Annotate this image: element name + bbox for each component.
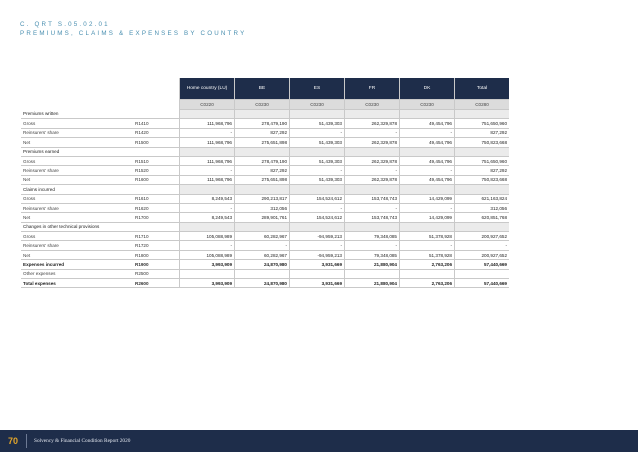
table-cell [180,269,235,278]
table-cell: 751,650,960 [455,156,510,165]
table-cell: 289,901,761 [235,213,290,222]
table-cell [455,147,510,156]
table-cell: 14,429,099 [400,194,455,203]
row-code: R1720 [133,241,180,250]
section-row [21,110,509,119]
table-row [21,232,509,241]
table-cell: 827,292 [235,128,290,137]
table-cell: 14,429,099 [400,213,455,222]
table-cell: 60,282,967 [235,250,290,259]
row-label: Net [21,213,133,222]
row-label: Premiums earned [21,147,133,156]
row-label: Reinsurers' share [21,128,133,137]
table-cell: 827,292 [455,166,510,175]
table-cell [180,110,235,119]
table-row [21,156,509,165]
table-row [21,119,509,128]
table-cell [345,185,400,194]
table-cell: -94,959,213 [290,232,345,241]
section-header [20,20,246,38]
table-cell: 111,968,796 [180,138,235,147]
table-cell: 49,454,796 [400,156,455,165]
table-cell: 105,088,989 [180,232,235,241]
row-code [133,185,180,194]
table-cell: 51,439,303 [290,175,345,184]
table-cell: 278,479,190 [235,156,290,165]
row-code: R1500 [133,138,180,147]
table-cell: 262,329,878 [345,138,400,147]
table-cell: 51,378,928 [400,232,455,241]
table-cell: 24,870,980 [235,279,290,288]
row-code: R2500 [133,269,180,278]
column-header: Total [455,78,510,100]
table-cell: - [180,241,235,250]
table-cell: 153,748,743 [345,194,400,203]
table-cell: - [180,203,235,212]
column-code: C0230 [400,100,455,110]
table-cell: - [345,203,400,212]
table-cell: 51,439,303 [290,156,345,165]
column-code: C0220 [180,100,235,110]
table-cell: 827,292 [455,128,510,137]
table-cell: 275,651,898 [235,138,290,147]
row-code [133,222,180,231]
table-cell [345,110,400,119]
table-cell: 3,931,669 [290,260,345,269]
table-cell [455,110,510,119]
table-cell: 620,851,768 [455,213,510,222]
row-code: R1600 [133,175,180,184]
table-cell [400,185,455,194]
row-code: R1900 [133,260,180,269]
row-label: Total expenses [21,279,133,288]
table-cell: 51,378,928 [400,250,455,259]
table-cell [455,222,510,231]
table-cell: - [345,241,400,250]
table-cell: 111,968,796 [180,156,235,165]
row-code: R1520 [133,166,180,175]
table-cell [235,222,290,231]
table-header-row [21,78,509,100]
table-cell: 262,329,878 [345,119,400,128]
table-cell: 2,763,206 [400,279,455,288]
table-cell [400,269,455,278]
table-cell: 51,439,303 [290,138,345,147]
column-code: C0230 [345,100,400,110]
table-cell [290,147,345,156]
table-cell: 79,348,085 [345,232,400,241]
table-cell: 275,651,898 [235,175,290,184]
table-cell: 57,440,669 [455,279,510,288]
table-cell: - [400,241,455,250]
table-cell: 3,993,909 [180,279,235,288]
table-cell: - [345,128,400,137]
table-cell [455,185,510,194]
row-label: Other expenses [21,269,133,278]
table-cell: 153,748,743 [345,213,400,222]
table-row [21,175,509,184]
table-cell [345,147,400,156]
table-cell: - [290,241,345,250]
table-cell: - [235,241,290,250]
footer-divider [26,434,27,448]
section-row [21,147,509,156]
table-cell: 154,524,612 [290,213,345,222]
section-code: C. QRT S.05.02.01 [20,21,110,28]
column-header: ES [290,78,345,100]
table-cell: 111,968,796 [180,175,235,184]
row-label: Net [21,175,133,184]
table-cell: 262,329,878 [345,156,400,165]
table-cell: 2,763,206 [400,260,455,269]
table-cell: -94,959,213 [290,250,345,259]
table-cell: 111,968,796 [180,119,235,128]
table-cell [290,269,345,278]
row-label: Net [21,250,133,259]
table-cell: - [290,166,345,175]
table-cell [235,185,290,194]
table-cell: 79,348,085 [345,250,400,259]
table-cell [345,269,400,278]
row-code [133,147,180,156]
table-cell: 200,927,652 [455,232,510,241]
table-cell [180,147,235,156]
table-cell: 621,163,824 [455,194,510,203]
table-row [21,194,509,203]
table-cell: - [290,203,345,212]
table-row [21,250,509,259]
table-cell: 49,454,796 [400,138,455,147]
row-code: R1700 [133,213,180,222]
row-code: R1620 [133,203,180,212]
table-cell: 57,440,669 [455,260,510,269]
column-header: BE [235,78,290,100]
column-header: DK [400,78,455,100]
table-row [21,138,509,147]
row-label: Gross [21,194,133,203]
table-cell: 60,282,967 [235,232,290,241]
table-cell: 154,524,612 [290,194,345,203]
row-code: R2600 [133,279,180,288]
row-label: Premiums written [21,110,133,119]
table-cell: 51,439,303 [290,119,345,128]
row-code: R1610 [133,194,180,203]
column-code: C0230 [290,100,345,110]
row-code: R1710 [133,232,180,241]
row-label: Expenses incurred [21,260,133,269]
table-cell: 827,292 [235,166,290,175]
column-header: FR [345,78,400,100]
table-cell: 262,329,878 [345,175,400,184]
row-label: Gross [21,119,133,128]
table-cell: 750,823,668 [455,138,510,147]
table-cell: - [290,128,345,137]
table-cell: 312,056 [235,203,290,212]
table-cell: 312,056 [455,203,510,212]
column-code-row [21,100,509,110]
table-cell: 49,454,796 [400,119,455,128]
table-cell [235,147,290,156]
column-header: Home country (LU) [180,78,235,100]
table-cell: - [400,166,455,175]
table-row [21,128,509,137]
table-row [21,269,509,278]
row-label: Reinsurers' share [21,166,133,175]
table-cell: - [180,166,235,175]
row-code: R1410 [133,119,180,128]
table-cell: 8,249,543 [180,194,235,203]
table-cell: - [345,166,400,175]
table-cell [455,269,510,278]
section-title: PREMIUMS, CLAIMS & EXPENSES BY COUNTRY [20,30,247,37]
row-label: Net [21,138,133,147]
row-code: R1510 [133,156,180,165]
table-cell: - [180,128,235,137]
table-cell [235,269,290,278]
row-label: Claims incurred [21,185,133,194]
table-row [21,260,509,269]
table-cell: 24,870,980 [235,260,290,269]
table-row [21,241,509,250]
table-cell: 8,249,543 [180,213,235,222]
table-cell: 750,823,668 [455,175,510,184]
table-cell [345,222,400,231]
table-cell [400,222,455,231]
table-cell: 49,454,796 [400,175,455,184]
row-code [133,110,180,119]
page-footer [0,430,638,452]
table-row [21,166,509,175]
table-cell: 21,880,904 [345,279,400,288]
table-cell [400,110,455,119]
table-cell: 290,213,817 [235,194,290,203]
table-cell [180,185,235,194]
table-row [21,279,509,288]
table-cell: 105,088,989 [180,250,235,259]
table-cell [180,222,235,231]
table-cell: 278,479,190 [235,119,290,128]
table-cell: 751,650,960 [455,119,510,128]
table-cell: - [400,203,455,212]
page-number: 70 [0,430,26,452]
row-label: Changes in other technical provisions [21,222,133,231]
row-label: Reinsurers' share [21,241,133,250]
row-code: R1420 [133,128,180,137]
column-code: C0230 [235,100,290,110]
table-cell: 3,993,909 [180,260,235,269]
section-row [21,222,509,231]
table-cell [235,110,290,119]
table-cell [290,110,345,119]
table-cell: 200,927,652 [455,250,510,259]
section-row [21,185,509,194]
table-cell [290,185,345,194]
row-code: R1800 [133,250,180,259]
qrt-table [21,78,509,288]
table-row [21,203,509,212]
footer-title: Solvency & Financial Condition Report 2020 [34,438,131,444]
row-label: Gross [21,232,133,241]
table-cell: 21,880,904 [345,260,400,269]
row-label: Reinsurers' share [21,203,133,212]
table-cell: - [400,128,455,137]
row-label: Gross [21,156,133,165]
table-row [21,213,509,222]
table-cell [400,147,455,156]
column-code: C0280 [455,100,510,110]
table-cell: 3,931,669 [290,279,345,288]
table-cell: - [455,241,510,250]
table-cell [290,222,345,231]
